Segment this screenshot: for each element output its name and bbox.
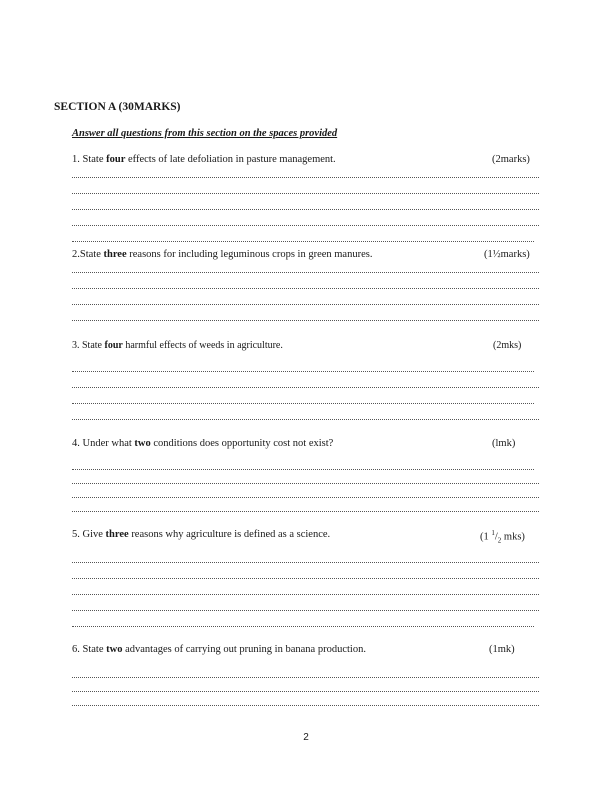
question-text: advantages of carrying out pruning in banana production. bbox=[122, 644, 366, 655]
answer-line[interactable] bbox=[72, 677, 539, 678]
marks-text: mks) bbox=[501, 531, 525, 543]
question-text: effects of late defoliation in pasture management. bbox=[125, 154, 336, 165]
answer-line[interactable] bbox=[72, 691, 539, 692]
answer-line[interactable] bbox=[72, 225, 539, 226]
answer-line[interactable] bbox=[72, 209, 539, 210]
section-title: SECTION A (30MARKS) bbox=[54, 101, 181, 113]
answer-line[interactable] bbox=[72, 626, 534, 627]
marks-denominator: 2 bbox=[497, 536, 502, 545]
question-4 bbox=[72, 438, 333, 449]
question-2-marks: (1½marks) bbox=[484, 249, 530, 260]
question-text: 6. State bbox=[72, 644, 107, 655]
answer-line[interactable] bbox=[72, 705, 539, 706]
question-text: reasons why agriculture is defined as a science. bbox=[128, 529, 331, 540]
section-instruction: Answer all questions from this section on the spaces provided bbox=[72, 128, 338, 139]
question-3 bbox=[72, 340, 283, 351]
marks-slash: / bbox=[494, 531, 498, 543]
answer-line[interactable] bbox=[72, 288, 539, 289]
question-text: reasons for including leguminous crops in green manures. bbox=[126, 249, 373, 260]
question-text: conditions does opportunity cost not exist? bbox=[150, 438, 334, 449]
answer-line[interactable] bbox=[72, 403, 534, 404]
page-number: 2 bbox=[303, 732, 309, 743]
question-2 bbox=[72, 249, 372, 260]
answer-line[interactable] bbox=[72, 193, 539, 194]
question-5-marks bbox=[480, 529, 525, 545]
question-3-marks: (2mks) bbox=[493, 340, 522, 351]
question-text: 3. State bbox=[72, 340, 105, 351]
answer-line[interactable] bbox=[72, 594, 539, 595]
answer-line[interactable] bbox=[72, 562, 539, 563]
marks-numerator: 1 bbox=[491, 529, 495, 537]
answer-line[interactable] bbox=[72, 469, 534, 470]
question-text: 4. Under what bbox=[72, 438, 135, 449]
answer-line[interactable] bbox=[72, 320, 539, 321]
question-6-marks: (1mk) bbox=[489, 644, 515, 655]
answer-line[interactable] bbox=[72, 483, 539, 484]
question-emphasis: four bbox=[106, 154, 126, 165]
question-text: 1. State bbox=[72, 154, 107, 165]
question-6 bbox=[72, 644, 366, 655]
answer-line[interactable] bbox=[72, 610, 539, 611]
answer-line[interactable] bbox=[72, 387, 539, 388]
question-emphasis: two bbox=[134, 438, 151, 449]
answer-line[interactable] bbox=[72, 497, 539, 498]
question-text: 2.State bbox=[72, 249, 104, 260]
question-1-marks: (2marks) bbox=[492, 154, 530, 165]
question-text: 5. Give bbox=[72, 529, 106, 540]
question-text: harmful effects of weeds in agriculture. bbox=[122, 340, 283, 351]
answer-line[interactable] bbox=[72, 177, 539, 178]
question-emphasis: four bbox=[104, 340, 123, 351]
answer-line[interactable] bbox=[72, 304, 539, 305]
answer-line[interactable] bbox=[72, 272, 539, 273]
answer-line[interactable] bbox=[72, 419, 539, 420]
answer-line[interactable] bbox=[72, 511, 539, 512]
question-5 bbox=[72, 529, 330, 540]
question-emphasis: three bbox=[103, 249, 127, 260]
answer-line[interactable] bbox=[72, 371, 534, 372]
answer-line[interactable] bbox=[72, 241, 534, 242]
question-4-marks: (lmk) bbox=[492, 438, 516, 449]
answer-line[interactable] bbox=[72, 578, 539, 579]
question-emphasis: three bbox=[105, 529, 129, 540]
question-1 bbox=[72, 154, 336, 165]
marks-text: (1 bbox=[480, 531, 492, 543]
question-emphasis: two bbox=[106, 644, 123, 655]
